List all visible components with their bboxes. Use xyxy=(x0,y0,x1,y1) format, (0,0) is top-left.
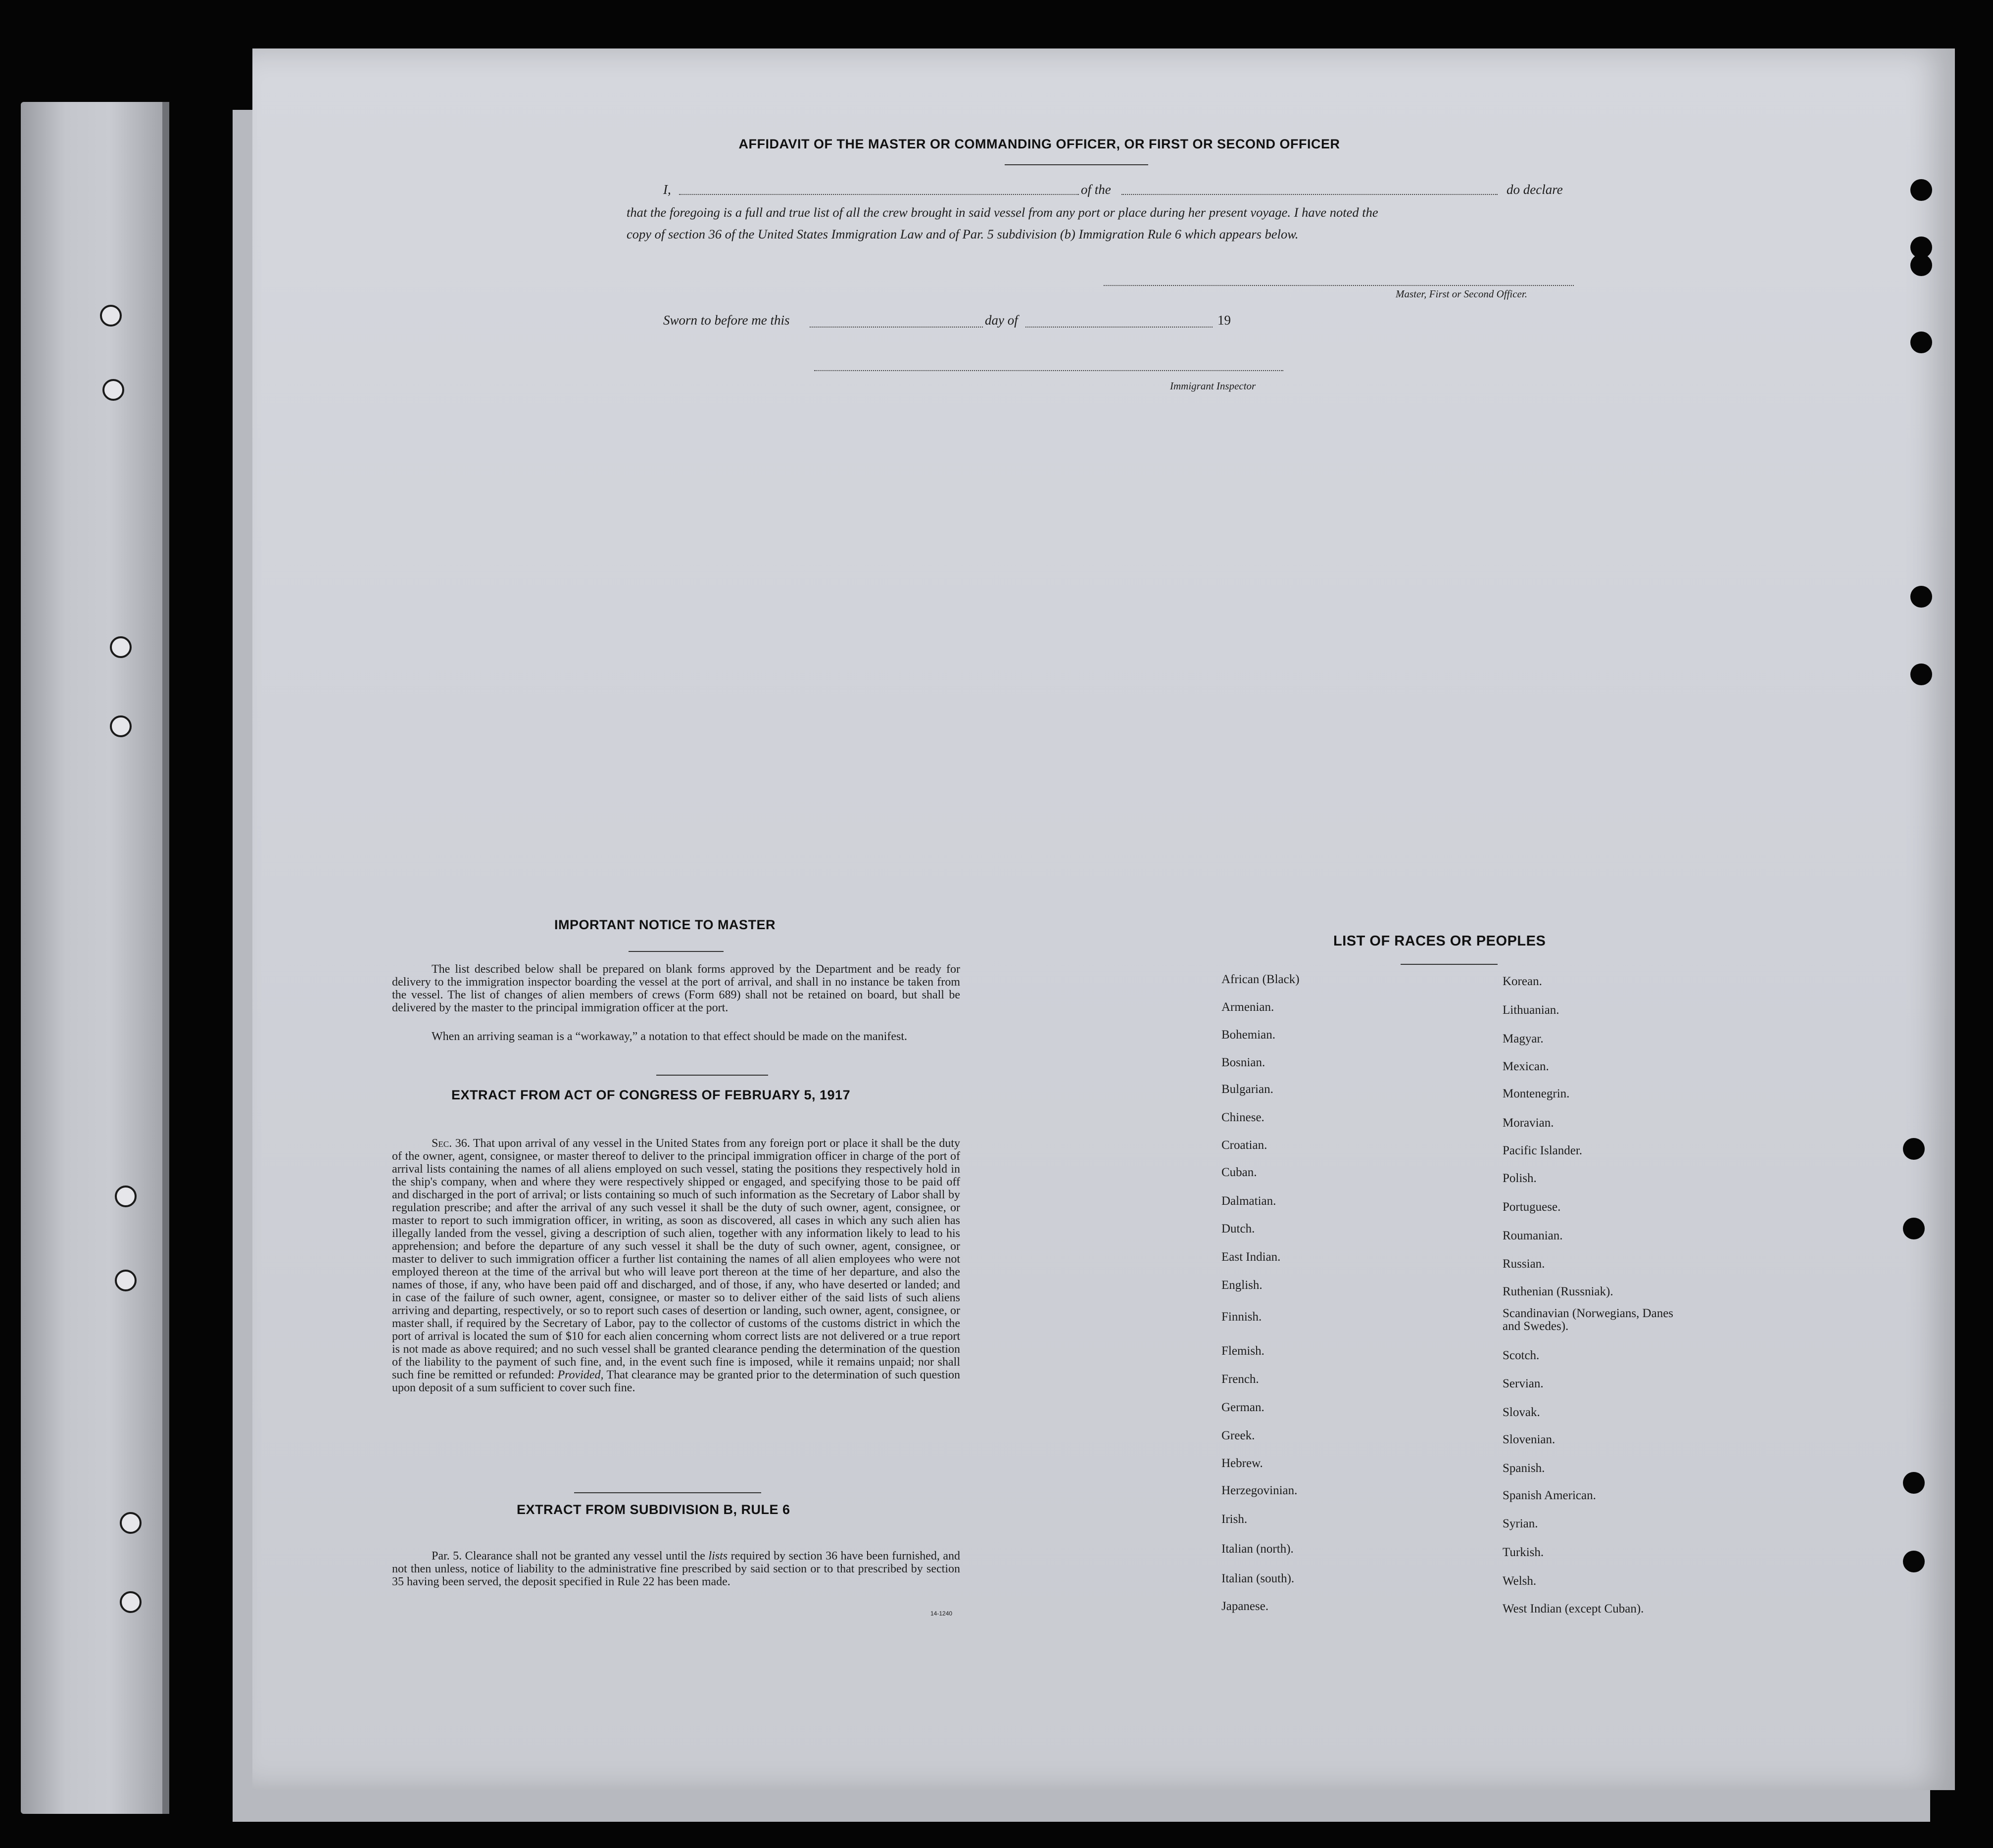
race-item: Greek. xyxy=(1221,1429,1255,1442)
inspector-label: Immigrant Inspector xyxy=(1170,380,1256,392)
race-item: French. xyxy=(1221,1373,1259,1386)
race-item: Japanese. xyxy=(1221,1600,1269,1613)
strip-hole xyxy=(115,1185,137,1207)
binding-hole xyxy=(1903,1472,1925,1494)
race-item: Russian. xyxy=(1503,1257,1545,1271)
binding-hole xyxy=(1903,1218,1925,1239)
binding-strip xyxy=(21,102,169,1814)
race-item: Welsh. xyxy=(1503,1574,1537,1588)
race-item: Bulgarian. xyxy=(1221,1083,1273,1096)
inspector-signature-field[interactable] xyxy=(814,370,1283,371)
notice-title: IMPORTANT NOTICE TO MASTER xyxy=(554,917,776,932)
race-item: Syrian. xyxy=(1503,1517,1538,1530)
binding-hole xyxy=(1910,332,1932,353)
race-item: Spanish. xyxy=(1503,1462,1545,1475)
notice-end-rule xyxy=(656,1075,768,1076)
binding-hole xyxy=(1903,1138,1925,1160)
signature-label: Master, First or Second Officer. xyxy=(1396,288,1527,300)
extract-act-title: EXTRACT FROM ACT OF CONGRESS OF FEBRUARY 5, 1917 xyxy=(451,1088,851,1102)
race-item: Dutch. xyxy=(1221,1222,1255,1235)
race-item: Scandinavian (Norwegians, Danes and Swedes). xyxy=(1503,1307,1674,1333)
sec-36-text: That upon arrival of any vessel in the United States from any foreign port or place it shall be the duty of the owner, agent, consignee, or master thereof to deliver to the principal immigration officer in charge of the port of arrival lists containing the names of all aliens employed on such vessel, stating the positions they respectively hold in the ship's company, when and where they were respectively shipped or engaged, and specifying those to be paid off and discharged in the port of arrival; or lists containing so much of such information as the Secretary of Labor shall by regulation prescribe; and after the arrival of any such vessel it shall be the duty of such owner, agent, consignee, or master to report to such immigration officer, in writing, as soon as discovered, all cases in which any such alien has illegally landed from the vessel, giving a description of such alien, together with any information likely to lead to his apprehension; and before the departure of any such vessel it shall be the duty of such owner, agent, consignee, or master to deliver to such immigration officer a further list containing the names of all alien employees who were not employed thereon at the time of the arrival but who will leave port thereon at the time of her departure, and also the names of those, if any, who have been paid off and discharged, and of those, if any, who have deserted or landed; and in case of the failure of such owner, agent, consignee, or master so to deliver either of the said lists of such aliens arriving and departing, respectively, or so to report such cases of desertion or landing, such owner, agent, consignee, or master shall, if required by the Secretary of Labor, pay to the collector of customs of the customs district in which the port of arrival is located the sum of $10 for each alien concerning whom correct lists are not delivered or a true report is not made as above required; and no such vessel shall be granted clearance pending the determination of the question of the liability to the payment of such fine, and, in the event such fine is imposed, while it remains unpaid; nor shall such fine be remitted or refunded: xyxy=(392,1137,960,1381)
strip-hole xyxy=(102,379,124,401)
affidavit-i: I, xyxy=(663,182,671,197)
affidavit-do-declare: do declare xyxy=(1507,182,1563,197)
sec-36-text-end: That clearance may be granted prior to the determination of such question upon deposit of a sum sufficient to cover such fine. xyxy=(392,1369,961,1394)
race-item: Hebrew. xyxy=(1221,1457,1263,1470)
extract-rule-title: EXTRACT FROM SUBDIVISION B, RULE 6 xyxy=(517,1502,790,1517)
race-item: Herzegovinian. xyxy=(1221,1484,1298,1497)
race-item: West Indian (except Cuban). xyxy=(1503,1602,1644,1615)
race-item: Dalmatian. xyxy=(1221,1194,1276,1208)
race-item: East Indian. xyxy=(1221,1250,1281,1264)
race-item: Servian. xyxy=(1503,1377,1544,1390)
extract-rule-body xyxy=(392,1550,960,1588)
binding-hole xyxy=(1910,179,1932,201)
sworn-month-field[interactable] xyxy=(1025,327,1213,328)
sworn-label: Sworn to before me this xyxy=(663,313,790,328)
binding-hole xyxy=(1910,254,1932,276)
strip-hole xyxy=(100,305,122,327)
notice-paragraph-2 xyxy=(392,1030,960,1043)
race-item: Portuguese. xyxy=(1503,1200,1561,1214)
race-item: Chinese. xyxy=(1221,1111,1264,1124)
race-item: Italian (south). xyxy=(1221,1572,1295,1585)
race-item: German. xyxy=(1221,1401,1264,1414)
strip-hole xyxy=(115,1270,137,1291)
notice-para1-text: The list described below shall be prepared on blank forms approved by the Department and be ready for delivery to the immigration inspector boarding the vessel at the port of arrival, and shall in no instance be taken from the vessel. The list of changes of alien members of crews (Form 689) shall not be retained on board, but shall be delivered by the master to the principal immigration officer at the port. xyxy=(392,963,960,1014)
race-item: Finnish. xyxy=(1221,1310,1262,1324)
vessel-name-field[interactable] xyxy=(1121,194,1498,195)
master-name-field[interactable] xyxy=(679,194,1079,195)
race-item: Montenegrin. xyxy=(1503,1087,1570,1100)
race-item: Moravian. xyxy=(1503,1116,1554,1130)
race-item: Italian (north). xyxy=(1221,1542,1294,1556)
strip-hole xyxy=(110,715,132,737)
race-item: Lithuanian. xyxy=(1503,1003,1559,1017)
race-item: African (Black) xyxy=(1221,973,1300,986)
race-item: Ruthenian (Russniak). xyxy=(1503,1285,1613,1298)
strip-edge xyxy=(162,102,169,1814)
race-item: Cuban. xyxy=(1221,1166,1257,1179)
race-item: Irish. xyxy=(1221,1513,1248,1526)
notice-paragraph-1 xyxy=(392,963,960,1014)
race-item: Croatian. xyxy=(1221,1138,1267,1152)
binding-hole xyxy=(1910,663,1932,685)
signature-field[interactable] xyxy=(1104,285,1574,286)
race-item: Magyar. xyxy=(1503,1032,1544,1045)
extract-act-body xyxy=(392,1137,960,1394)
provided-word: Provided, xyxy=(557,1369,604,1381)
race-item: Bohemian. xyxy=(1221,1028,1276,1042)
race-item: Spanish American. xyxy=(1503,1489,1596,1502)
notice-title-rule xyxy=(629,951,724,952)
affidavit-line2: that the foregoing is a full and true list of all the crew brought in said vessel from any port or place during her present voyage. I have noted the xyxy=(627,205,1378,220)
races-title-rule xyxy=(1401,964,1498,965)
form-number: 14-1240 xyxy=(930,1610,953,1617)
races-title: LIST OF RACES OR PEOPLES xyxy=(1333,933,1546,949)
affidavit-of-the: of the xyxy=(1081,182,1111,197)
race-item: Turkish. xyxy=(1503,1546,1544,1559)
day-of-label: day of xyxy=(985,313,1018,328)
race-item: Korean. xyxy=(1503,975,1542,988)
strip-hole xyxy=(110,636,132,658)
sec-36-label: Sec. 36. xyxy=(432,1137,470,1150)
race-item: Polish. xyxy=(1503,1172,1537,1185)
notice-para2-text: When an arriving seaman is a “workaway,” a notation to that effect should be made on the manifest. xyxy=(432,1030,907,1043)
race-item: Roumanian. xyxy=(1503,1229,1563,1242)
year-prefix: 19 xyxy=(1217,313,1231,328)
strip-hole xyxy=(120,1512,142,1534)
par5-text-a: Par. 5. Clearance shall not be granted any vessel until the xyxy=(432,1550,705,1563)
race-item: Pacific Islander. xyxy=(1503,1144,1583,1157)
race-item: Flemish. xyxy=(1221,1344,1264,1358)
race-item: English. xyxy=(1221,1279,1263,1292)
race-item: Bosnian. xyxy=(1221,1056,1265,1069)
affidavit-title: AFFIDAVIT OF THE MASTER OR COMMANDING OFFICER, OR FIRST OR SECOND OFFICER xyxy=(738,137,1340,151)
sworn-day-field[interactable] xyxy=(810,327,983,328)
race-item: Slovenian. xyxy=(1503,1433,1556,1446)
binding-hole xyxy=(1910,586,1932,608)
lists-word: lists xyxy=(708,1550,728,1563)
strip-hole xyxy=(120,1591,142,1613)
race-item: Slovak. xyxy=(1503,1406,1540,1419)
race-item: Scotch. xyxy=(1503,1349,1540,1362)
affidavit-line3: copy of section 36 of the United States Immigration Law and of Par. 5 subdivision (b) Immigration Rule 6 which appears below. xyxy=(627,227,1299,241)
race-item: Mexican. xyxy=(1503,1060,1549,1073)
affidavit-title-rule xyxy=(1005,164,1148,165)
race-item: Armenian. xyxy=(1221,1000,1274,1014)
extract-act-end-rule xyxy=(574,1492,761,1493)
binding-hole xyxy=(1903,1551,1925,1572)
par5-text-b: required by section 36 have been furnished, and not then unless, notice of liability to the administrative fine prescribed by said section or to that prescribed by section 35 having been served, the deposit specified in Rule 22 has been made. xyxy=(392,1550,961,1588)
manifest-page xyxy=(252,48,1955,1790)
